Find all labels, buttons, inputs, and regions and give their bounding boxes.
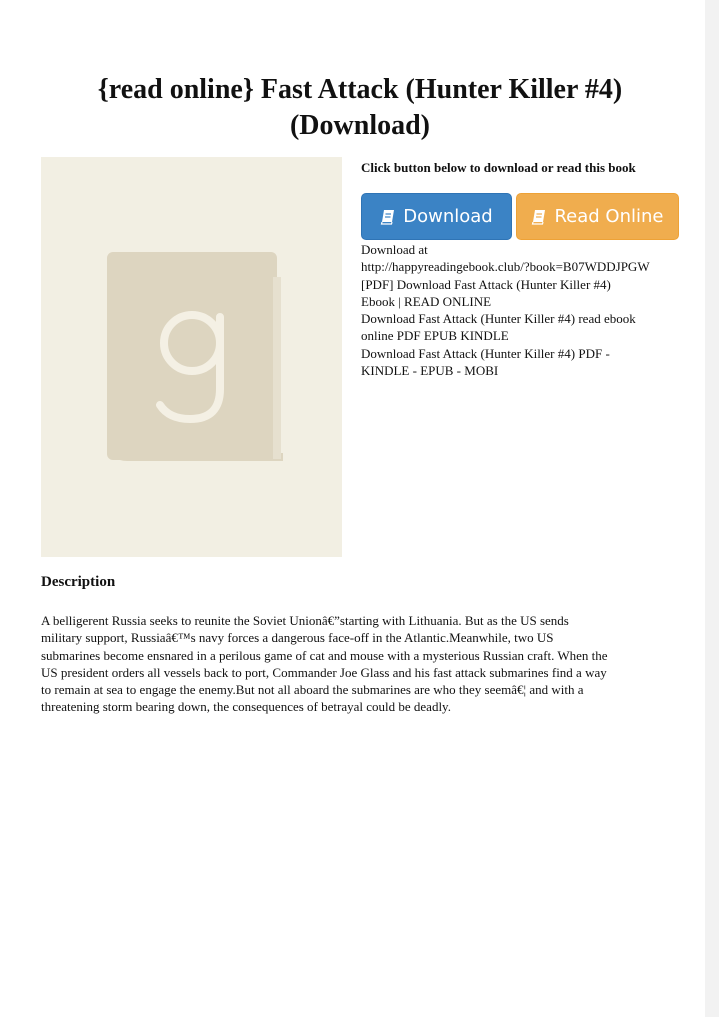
book-g-icon (41, 157, 342, 557)
description-line: to remain at sea to engage the enemy.But not all aboard the submarines are who they seemâ€¦ and with a (41, 682, 584, 698)
download-button[interactable] (361, 193, 512, 240)
info-line: Download Fast Attack (Hunter Killer #4) PDF - (361, 345, 610, 361)
download-info (361, 241, 691, 379)
book-icon (531, 209, 547, 225)
info-line: Download Fast Attack (Hunter Killer #4) read ebook (361, 311, 636, 327)
download-link[interactable]: http://happyreadingebook.club/?book=B07WDDJPGW (361, 259, 650, 275)
cta-prompt: Click button below to download or read this book (361, 160, 636, 175)
page-title (40, 72, 680, 144)
info-line: Download at (361, 242, 428, 257)
book-cover-placeholder (41, 157, 342, 557)
title-line-2: (Download) (289, 110, 430, 141)
info-line: KINDLE - EPUB - MOBI (361, 363, 499, 379)
title-line-1: {read online} Fast Attack (Hunter Killer #4) (97, 74, 623, 105)
description-body (41, 612, 681, 716)
read-online-label: Read Online (554, 206, 664, 227)
read-online-button[interactable] (516, 193, 679, 240)
info-line: online PDF EPUB KINDLE (361, 328, 509, 344)
info-line: Ebook | READ ONLINE (361, 293, 492, 309)
description-line: US president orders all vessels back to port, Commander Joe Glass and his fast attack submarines find a way (41, 664, 607, 680)
page-edge (705, 0, 719, 1017)
description-line: threatening storm bearing down, the consequences of betrayal could be deadly. (41, 699, 451, 715)
description-line: A belligerent Russia seeks to reunite the Soviet Unionâ€”starting with Lithuania. But as the US sends (41, 613, 569, 628)
book-icon (380, 209, 396, 225)
description-line: military support, Russiaâ€™s navy forces a dangerous face-off in the Atlantic.Meanwhile, two US (41, 630, 554, 646)
download-label: Download (403, 206, 493, 227)
description-heading: Description (41, 574, 116, 590)
info-line: [PDF] Download Fast Attack (Hunter Killer #4) (361, 276, 611, 292)
description-line: submarines become ensnared in a perilous game of cat and mouse with a mysterious Russian craft. When the (41, 647, 608, 663)
